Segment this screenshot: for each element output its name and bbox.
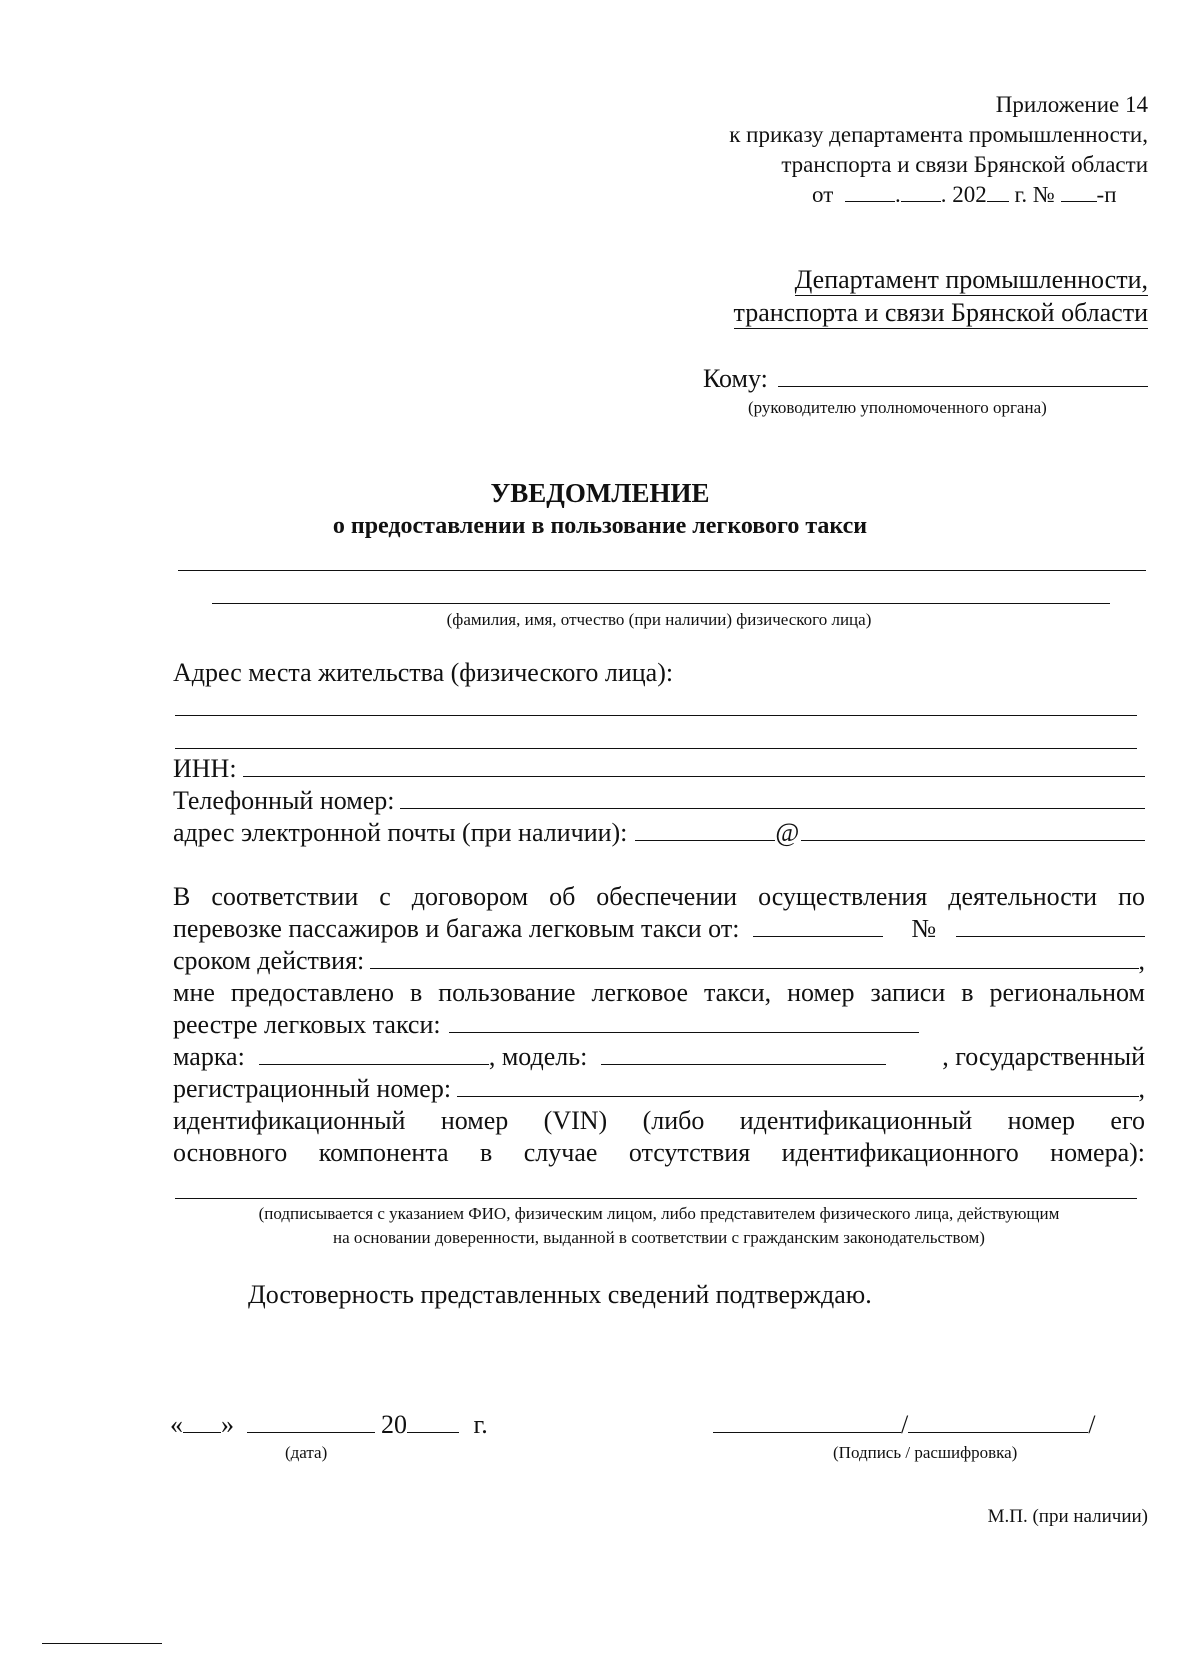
recipient-field[interactable] [778, 385, 1148, 387]
brand-label: марка: [173, 1042, 245, 1071]
footer-month-field[interactable] [247, 1431, 375, 1433]
date-day-field[interactable] [845, 200, 895, 202]
date-from-label: от [812, 182, 834, 207]
order-reference-line2: транспорта и связи Брянской области [781, 152, 1148, 177]
registry-label: реестре легковых такси: [173, 1010, 441, 1039]
signature-slash-end: / [1088, 1410, 1096, 1439]
email-row [173, 818, 1145, 848]
signature-caption: (Подпись / расшифровка) [833, 1443, 1018, 1462]
signature-decode-field[interactable] [908, 1431, 1088, 1433]
body-line4: мне предоставлено в пользование легковое такси, номер записи в региональном [173, 978, 1145, 1007]
address-label: Адрес места жительства (физического лица): [173, 658, 674, 687]
signature-field[interactable] [713, 1431, 901, 1433]
vin-field-line[interactable] [175, 1198, 1137, 1199]
name-field-line2[interactable] [212, 603, 1110, 604]
order-date-line [812, 182, 1117, 208]
quote-close: » [221, 1410, 234, 1439]
email-user-field[interactable] [635, 839, 775, 841]
date-caption: (дата) [285, 1443, 328, 1462]
stamp-note: М.П. (при наличии) [987, 1506, 1148, 1527]
appendix-number: Приложение 14 [995, 92, 1148, 117]
date-year-prefix: . 202 [940, 182, 987, 207]
order-number-field[interactable] [1061, 200, 1097, 202]
state-label: , государственный [942, 1042, 1145, 1071]
registry-number-field[interactable] [449, 1031, 919, 1033]
footer-day-field[interactable] [183, 1431, 221, 1433]
recipient-label: Кому: [703, 364, 768, 393]
signature-caption-line1: (подписывается с указанием ФИО, физическим лицом, либо представителем физического лица, действующим [258, 1204, 1060, 1223]
signature-slash: / [901, 1410, 909, 1439]
model-label: , модель: [488, 1042, 588, 1071]
date-block [170, 1410, 488, 1440]
signature-block [713, 1410, 1095, 1440]
email-domain-field[interactable] [801, 839, 1145, 841]
document-subtitle: о предоставлении в пользование легкового такси [332, 513, 868, 539]
term-label: сроком действия: [173, 946, 365, 975]
body-line3 [173, 946, 1145, 976]
contract-number-label: № [911, 914, 937, 943]
reg-number-field[interactable] [457, 1095, 1138, 1097]
date-dot: . [895, 182, 901, 207]
footnote-rule [42, 1643, 162, 1644]
footer-year-prefix: 20 [381, 1410, 407, 1439]
reg-number-comma: , [1138, 1074, 1145, 1103]
body-line9: основного компонента в случае отсутствия идентификационного номера): [173, 1138, 1145, 1167]
contract-date-field[interactable] [753, 935, 883, 937]
inn-label: ИНН: [173, 754, 237, 783]
document-title: УВЕДОМЛЕНИЕ [490, 478, 710, 508]
department-name-line1: Департамент промышленности, [794, 265, 1148, 294]
term-comma: , [1138, 946, 1145, 975]
department-name-line2: транспорта и связи Брянской области [733, 298, 1148, 327]
signature-caption-line2: на основании доверенности, выданной в соответствии с гражданским законодательством) [333, 1228, 985, 1247]
date-year-field[interactable] [987, 200, 1009, 202]
name-field-line1[interactable] [178, 570, 1146, 571]
model-field[interactable] [601, 1063, 886, 1065]
footer-year-field[interactable] [407, 1431, 459, 1433]
date-number-label: г. № [1014, 182, 1055, 207]
term-field[interactable] [370, 967, 1138, 969]
order-reference: к приказу департамента промышленности, [729, 122, 1148, 147]
order-number-suffix: -п [1096, 182, 1117, 207]
contract-number-field[interactable] [956, 935, 1145, 937]
brand-field[interactable] [259, 1063, 489, 1065]
address-field-line2[interactable] [175, 748, 1137, 749]
body-line7 [173, 1074, 1145, 1104]
body-line8: идентификационный номер (VIN) (либо идентификационный номер его [173, 1106, 1145, 1135]
contract-date-label: перевозке пассажиров и багажа легковым такси от: [173, 914, 740, 943]
body-line5 [173, 1010, 1145, 1040]
email-label: адрес электронной почты (при наличии): [173, 818, 628, 847]
recipient-caption: (руководителю уполномоченного органа) [748, 398, 1047, 417]
recipient-row [703, 364, 1148, 394]
phone-field[interactable] [400, 807, 1145, 809]
body-line1: В соответствии с договором об обеспечении осуществления деятельности по [173, 882, 1145, 911]
date-month-field[interactable] [901, 200, 941, 202]
name-caption: (фамилия, имя, отчество (при наличии) физического лица) [446, 610, 872, 629]
phone-row [173, 786, 1145, 816]
quote-open: « [170, 1410, 183, 1439]
phone-label: Телефонный номер: [173, 786, 395, 815]
confirmation-text: Достоверность представленных сведений подтверждаю. [248, 1280, 872, 1309]
inn-field[interactable] [243, 775, 1145, 777]
address-field-line1[interactable] [175, 715, 1137, 716]
body-line2 [173, 914, 1145, 944]
inn-row [173, 754, 1145, 784]
email-at-sign: @ [775, 818, 800, 847]
footer-year-suffix: г. [473, 1410, 488, 1439]
reg-number-label: регистрационный номер: [173, 1074, 452, 1103]
body-line6 [173, 1042, 1145, 1072]
